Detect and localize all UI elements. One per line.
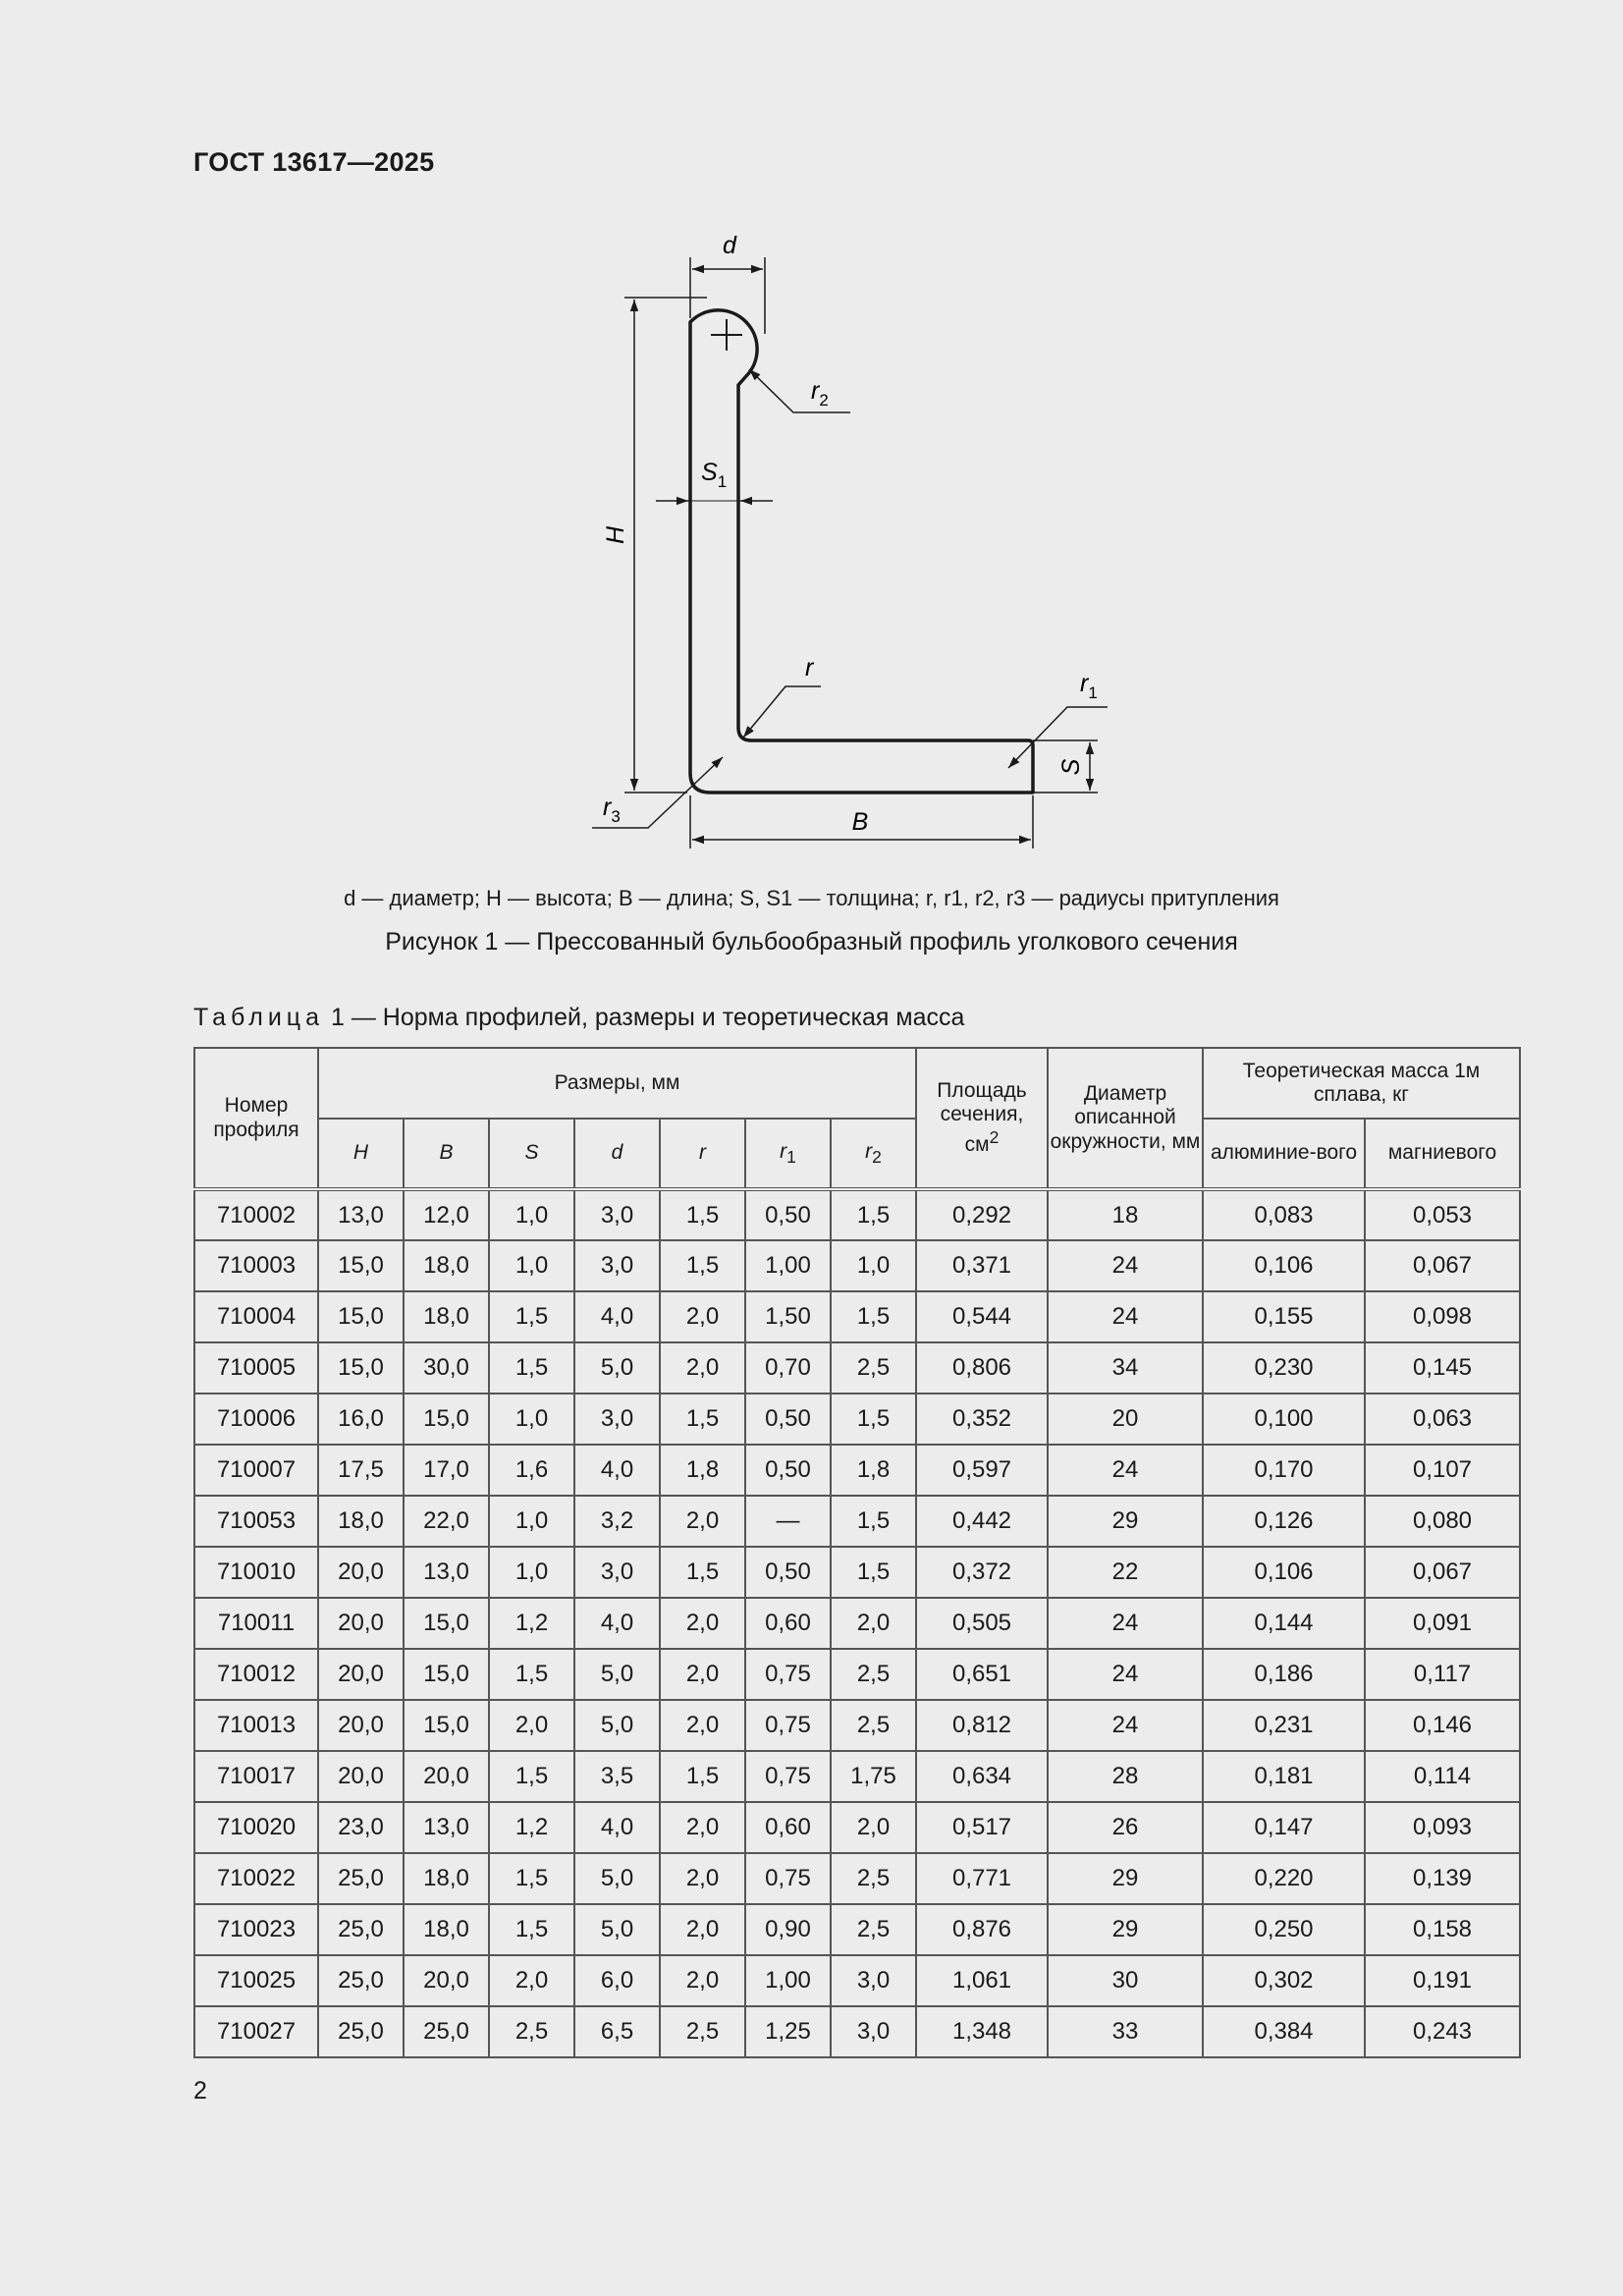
table-cell: 2,0 xyxy=(660,1853,745,1904)
table-cell: 1,5 xyxy=(831,1496,916,1547)
table-cell: 29 xyxy=(1048,1904,1203,1955)
table-cell: 24 xyxy=(1048,1598,1203,1649)
table-cell: 13,0 xyxy=(404,1802,489,1853)
table-cell: 0,384 xyxy=(1203,2006,1365,2057)
table-cell: 1,5 xyxy=(489,1751,574,1802)
table-cell: 18,0 xyxy=(404,1240,489,1291)
table-row xyxy=(194,1700,1520,1751)
table-cell: 2,5 xyxy=(660,2006,745,2057)
table-cell: 1,5 xyxy=(660,1189,745,1240)
table-cell: 710020 xyxy=(194,1802,318,1853)
table-cell: 1,5 xyxy=(831,1547,916,1598)
table-cell: 0,517 xyxy=(916,1802,1048,1853)
table-cell: 20,0 xyxy=(318,1547,404,1598)
table-cell: 2,5 xyxy=(489,2006,574,2057)
table-row xyxy=(194,1649,1520,1700)
table-row xyxy=(194,1496,1520,1547)
table-cell: 20,0 xyxy=(318,1751,404,1802)
table-cell: 0,083 xyxy=(1203,1189,1365,1240)
table-cell: 0,170 xyxy=(1203,1445,1365,1496)
table-cell: 2,5 xyxy=(831,1904,916,1955)
table-cell: 2,5 xyxy=(831,1700,916,1751)
table-cell: 1,75 xyxy=(831,1751,916,1802)
table-cell: 24 xyxy=(1048,1700,1203,1751)
table-cell: 1,00 xyxy=(745,1955,831,2006)
table-cell: 3,0 xyxy=(574,1547,660,1598)
table-cell: 2,0 xyxy=(660,1496,745,1547)
table-cell: 710017 xyxy=(194,1751,318,1802)
table-cell: 0,230 xyxy=(1203,1342,1365,1394)
table-cell: 25,0 xyxy=(318,1904,404,1955)
table-cell: 13,0 xyxy=(318,1189,404,1240)
table-cell: 710003 xyxy=(194,1240,318,1291)
table-cell: 24 xyxy=(1048,1445,1203,1496)
table-cell: 5,0 xyxy=(574,1342,660,1394)
table-cell: 0,186 xyxy=(1203,1649,1365,1700)
dim-label-S1: S xyxy=(701,459,718,486)
table-cell: 24 xyxy=(1048,1291,1203,1342)
table-cell: 15,0 xyxy=(404,1700,489,1751)
table-cell: 13,0 xyxy=(404,1547,489,1598)
table-cell: 2,0 xyxy=(660,1598,745,1649)
table-cell: 20,0 xyxy=(404,1751,489,1802)
table-cell: 1,5 xyxy=(489,1649,574,1700)
table-cell: 1,0 xyxy=(831,1240,916,1291)
table-cell: 29 xyxy=(1048,1853,1203,1904)
table-cell: 0,091 xyxy=(1365,1598,1520,1649)
table-cell: 0,126 xyxy=(1203,1496,1365,1547)
table-cell: 1,348 xyxy=(916,2006,1048,2057)
dim-label-r1: r xyxy=(1080,670,1089,697)
table-cell: 0,371 xyxy=(916,1240,1048,1291)
table-cell: 30 xyxy=(1048,1955,1203,2006)
table-cell: 2,0 xyxy=(489,1955,574,2006)
table-cell: 0,144 xyxy=(1203,1598,1365,1649)
table-cell: 0,155 xyxy=(1203,1291,1365,1342)
figure-caption: Рисунок 1 — Прессованный бульбообразный профиль уголкового сечения xyxy=(385,928,1238,956)
table-title-prefix: Таблица xyxy=(193,1004,325,1031)
table-cell: 0,372 xyxy=(916,1547,1048,1598)
svg-text:S1: $S_1$ xyxy=(701,459,728,491)
table-row xyxy=(194,1342,1520,1394)
table-cell: 710004 xyxy=(194,1291,318,1342)
table-cell: 1,5 xyxy=(489,1291,574,1342)
table-cell: 0,117 xyxy=(1365,1649,1520,1700)
table-cell: 17,0 xyxy=(404,1445,489,1496)
table-title xyxy=(193,1004,964,1032)
header-dimensions: Размеры, мм xyxy=(318,1048,916,1119)
table-cell: 18 xyxy=(1048,1189,1203,1240)
table-cell: 710013 xyxy=(194,1700,318,1751)
table-cell: 3,0 xyxy=(574,1394,660,1445)
table-cell: 0,70 xyxy=(745,1342,831,1394)
table-cell: 1,0 xyxy=(489,1240,574,1291)
table-cell: 0,597 xyxy=(916,1445,1048,1496)
header-mag: магниевого xyxy=(1365,1119,1520,1189)
table-cell: 1,2 xyxy=(489,1802,574,1853)
header-r1: $r_1$ xyxy=(745,1119,831,1189)
header-H: H xyxy=(318,1119,404,1189)
table-cell: 0,442 xyxy=(916,1496,1048,1547)
table-cell: 1,0 xyxy=(489,1394,574,1445)
table-row xyxy=(194,1445,1520,1496)
table-cell: 710006 xyxy=(194,1394,318,1445)
table-cell: 0,080 xyxy=(1365,1496,1520,1547)
table-cell: 22 xyxy=(1048,1547,1203,1598)
table-cell: 5,0 xyxy=(574,1904,660,1955)
table-cell: 12,0 xyxy=(404,1189,489,1240)
table-row xyxy=(194,2006,1520,2057)
table-cell: 3,5 xyxy=(574,1751,660,1802)
table-cell: 0,114 xyxy=(1365,1751,1520,1802)
table-cell: 1,061 xyxy=(916,1955,1048,2006)
profile-outline xyxy=(690,310,1033,793)
table-cell: 0,60 xyxy=(745,1802,831,1853)
table-cell: 710025 xyxy=(194,1955,318,2006)
table-cell: 15,0 xyxy=(318,1240,404,1291)
table-cell: 0,158 xyxy=(1365,1904,1520,1955)
profile-table xyxy=(193,1047,1521,2058)
table-cell: 23,0 xyxy=(318,1802,404,1853)
table-cell: 0,75 xyxy=(745,1700,831,1751)
table-cell: 2,0 xyxy=(831,1802,916,1853)
table-cell: 0,106 xyxy=(1203,1547,1365,1598)
dim-label-d: d xyxy=(723,232,736,259)
header-area: Площадь сечения, $см^2$ xyxy=(916,1048,1048,1189)
document-id: ГОСТ 13617—2025 xyxy=(193,147,435,177)
table-cell: 15,0 xyxy=(404,1394,489,1445)
table-row xyxy=(194,1547,1520,1598)
table-cell: 25,0 xyxy=(318,1955,404,2006)
table-cell: 710022 xyxy=(194,1853,318,1904)
table-cell: 2,5 xyxy=(831,1649,916,1700)
table-cell: 710007 xyxy=(194,1445,318,1496)
table-cell: 2,0 xyxy=(660,1904,745,1955)
table-cell: 0,243 xyxy=(1365,2006,1520,2057)
table-row xyxy=(194,1598,1520,1649)
table-cell: 0,50 xyxy=(745,1189,831,1240)
figure-legend: d — диаметр; H — высота; B — длина; S, S1 — толщина; r, r1, r2, r3 — радиусы притупления xyxy=(344,886,1279,910)
table-cell: 0,50 xyxy=(745,1394,831,1445)
table-cell: 2,5 xyxy=(831,1853,916,1904)
table-cell: 20,0 xyxy=(318,1649,404,1700)
table-cell: 18,0 xyxy=(404,1853,489,1904)
table-cell: 2,5 xyxy=(831,1342,916,1394)
table-cell: 0,067 xyxy=(1365,1547,1520,1598)
table-cell: 1,5 xyxy=(831,1189,916,1240)
table-cell: 0,352 xyxy=(916,1394,1048,1445)
table-cell: 5,0 xyxy=(574,1649,660,1700)
table-cell: 15,0 xyxy=(318,1342,404,1394)
table-cell: 0,181 xyxy=(1203,1751,1365,1802)
table-cell: 25,0 xyxy=(404,2006,489,2057)
table-cell: 5,0 xyxy=(574,1700,660,1751)
table-cell: 0,106 xyxy=(1203,1240,1365,1291)
table-cell: 0,146 xyxy=(1365,1700,1520,1751)
table-cell: 1,5 xyxy=(831,1291,916,1342)
dim-label-B: B xyxy=(851,808,869,836)
table-cell: 0,139 xyxy=(1365,1853,1520,1904)
table-cell: 15,0 xyxy=(404,1649,489,1700)
table-cell: 2,0 xyxy=(660,1342,745,1394)
table-row xyxy=(194,1802,1520,1853)
table-cell: 0,098 xyxy=(1365,1291,1520,1342)
table-cell: 0,50 xyxy=(745,1445,831,1496)
header-alu: алюминие-вого xyxy=(1203,1119,1365,1189)
table-cell: 3,2 xyxy=(574,1496,660,1547)
table-cell: 1,5 xyxy=(660,1240,745,1291)
table-cell: 0,292 xyxy=(916,1189,1048,1240)
header-S: S xyxy=(489,1119,574,1189)
table-cell: 0,60 xyxy=(745,1598,831,1649)
table-cell: 25,0 xyxy=(318,1853,404,1904)
table-cell: 0,250 xyxy=(1203,1904,1365,1955)
table-cell: 0,231 xyxy=(1203,1700,1365,1751)
table-cell: 710053 xyxy=(194,1496,318,1547)
table-cell: 710010 xyxy=(194,1547,318,1598)
table-cell: 2,0 xyxy=(831,1598,916,1649)
table-cell: 710012 xyxy=(194,1649,318,1700)
table-cell: 710005 xyxy=(194,1342,318,1394)
table-cell: 710027 xyxy=(194,2006,318,2057)
table-row xyxy=(194,1751,1520,1802)
table-cell: 4,0 xyxy=(574,1598,660,1649)
table-cell: 0,544 xyxy=(916,1291,1048,1342)
table-cell: 0,053 xyxy=(1365,1189,1520,1240)
table-cell: 0,107 xyxy=(1365,1445,1520,1496)
table-cell: 20 xyxy=(1048,1394,1203,1445)
table-cell: 33 xyxy=(1048,2006,1203,2057)
table-cell: 5,0 xyxy=(574,1853,660,1904)
table-cell: 0,50 xyxy=(745,1547,831,1598)
svg-text:r1: $r_1$ xyxy=(1080,670,1098,702)
table-cell: 24 xyxy=(1048,1240,1203,1291)
table-cell: 0,100 xyxy=(1203,1394,1365,1445)
table-row xyxy=(194,1853,1520,1904)
table-row xyxy=(194,1394,1520,1445)
table-cell: 0,093 xyxy=(1365,1802,1520,1853)
table-cell: 4,0 xyxy=(574,1802,660,1853)
header-r2: $r_2$ xyxy=(831,1119,916,1189)
table-cell: 1,0 xyxy=(489,1496,574,1547)
table-cell: 2,0 xyxy=(660,1955,745,2006)
svg-text:r3: $r_3$ xyxy=(603,793,621,826)
table-cell: 24 xyxy=(1048,1649,1203,1700)
table-cell: 18,0 xyxy=(404,1291,489,1342)
table-cell: 4,0 xyxy=(574,1445,660,1496)
table-cell: 28 xyxy=(1048,1751,1203,1802)
header-mass: Теоретическая масса 1м сплава, кг xyxy=(1203,1048,1520,1119)
table-row xyxy=(194,1189,1520,1240)
table-cell: 710011 xyxy=(194,1598,318,1649)
table-cell: 30,0 xyxy=(404,1342,489,1394)
table-cell: 1,5 xyxy=(831,1394,916,1445)
table-cell: 0,75 xyxy=(745,1853,831,1904)
table-cell: 0,634 xyxy=(916,1751,1048,1802)
table-cell: 20,0 xyxy=(404,1955,489,2006)
table-cell: 710023 xyxy=(194,1904,318,1955)
page-number: 2 xyxy=(193,2077,207,2105)
table-cell: 2,0 xyxy=(660,1700,745,1751)
table-cell: 16,0 xyxy=(318,1394,404,1445)
table-row xyxy=(194,1955,1520,2006)
table-cell: 18,0 xyxy=(404,1904,489,1955)
table-cell: 1,00 xyxy=(745,1240,831,1291)
table-cell: 25,0 xyxy=(318,2006,404,2057)
table-cell: 0,876 xyxy=(916,1904,1048,1955)
table-cell: 1,2 xyxy=(489,1598,574,1649)
table-cell: 0,505 xyxy=(916,1598,1048,1649)
header-r: r xyxy=(660,1119,745,1189)
table-cell: 1,50 xyxy=(745,1291,831,1342)
table-cell: 710002 xyxy=(194,1189,318,1240)
table-cell: 3,0 xyxy=(574,1240,660,1291)
table-cell: 1,5 xyxy=(660,1751,745,1802)
table-title-text: 1 — Норма профилей, размеры и теоретическая масса xyxy=(330,1004,965,1031)
table-cell: 20,0 xyxy=(318,1598,404,1649)
table-cell: 1,8 xyxy=(660,1445,745,1496)
header-B: B xyxy=(404,1119,489,1189)
table-cell: 18,0 xyxy=(318,1496,404,1547)
table-cell: — xyxy=(745,1496,831,1547)
header-diameter: Диаметр описанной окружности, мм xyxy=(1048,1048,1203,1189)
table-row xyxy=(194,1904,1520,1955)
table-cell: 1,6 xyxy=(489,1445,574,1496)
table-cell: 2,0 xyxy=(489,1700,574,1751)
table-cell: 0,75 xyxy=(745,1751,831,1802)
table-cell: 34 xyxy=(1048,1342,1203,1394)
table-cell: 1,5 xyxy=(489,1853,574,1904)
profile-drawing xyxy=(0,0,1623,884)
table-cell: 15,0 xyxy=(404,1598,489,1649)
table-cell: 0,302 xyxy=(1203,1955,1365,2006)
table-cell: 4,0 xyxy=(574,1291,660,1342)
table-cell: 1,0 xyxy=(489,1547,574,1598)
table-cell: 0,191 xyxy=(1365,1955,1520,2006)
header-profile-no: Номер профиля xyxy=(194,1048,318,1189)
table-cell: 3,0 xyxy=(831,2006,916,2057)
dim-label-r3: r xyxy=(603,793,612,821)
svg-text:r2: $r_2$ xyxy=(811,377,829,410)
table-cell: 0,812 xyxy=(916,1700,1048,1751)
dim-label-H: H xyxy=(602,525,629,545)
table-row xyxy=(194,1291,1520,1342)
table-cell: 0,063 xyxy=(1365,1394,1520,1445)
table-cell: 26 xyxy=(1048,1802,1203,1853)
table-cell: 1,5 xyxy=(660,1547,745,1598)
table-cell: 0,220 xyxy=(1203,1853,1365,1904)
table-cell: 0,806 xyxy=(916,1342,1048,1394)
table-cell: 29 xyxy=(1048,1496,1203,1547)
table-cell: 2,0 xyxy=(660,1802,745,1853)
table-cell: 1,0 xyxy=(489,1189,574,1240)
table-cell: 1,5 xyxy=(489,1904,574,1955)
table-cell: 6,5 xyxy=(574,2006,660,2057)
table-cell: 1,25 xyxy=(745,2006,831,2057)
table-cell: 0,75 xyxy=(745,1649,831,1700)
table-cell: 1,5 xyxy=(660,1394,745,1445)
table-cell: 1,8 xyxy=(831,1445,916,1496)
table-cell: 0,90 xyxy=(745,1904,831,1955)
table-cell: 0,651 xyxy=(916,1649,1048,1700)
table-cell: 17,5 xyxy=(318,1445,404,1496)
table-cell: 3,0 xyxy=(574,1189,660,1240)
table-cell: 0,067 xyxy=(1365,1240,1520,1291)
dim-label-r: r xyxy=(805,654,814,682)
table-cell: 22,0 xyxy=(404,1496,489,1547)
table-cell: 2,0 xyxy=(660,1649,745,1700)
dim-label-S: S xyxy=(1057,758,1085,776)
table-cell: 6,0 xyxy=(574,1955,660,2006)
table-row xyxy=(194,1240,1520,1291)
table-cell: 3,0 xyxy=(831,1955,916,2006)
table-cell: 0,145 xyxy=(1365,1342,1520,1394)
table-cell: 2,0 xyxy=(660,1291,745,1342)
header-d: d xyxy=(574,1119,660,1189)
table-cell: 0,771 xyxy=(916,1853,1048,1904)
table-cell: 1,5 xyxy=(489,1342,574,1394)
table-cell: 15,0 xyxy=(318,1291,404,1342)
dim-label-r2: r xyxy=(811,377,820,405)
table-cell: 20,0 xyxy=(318,1700,404,1751)
table-cell: 0,147 xyxy=(1203,1802,1365,1853)
